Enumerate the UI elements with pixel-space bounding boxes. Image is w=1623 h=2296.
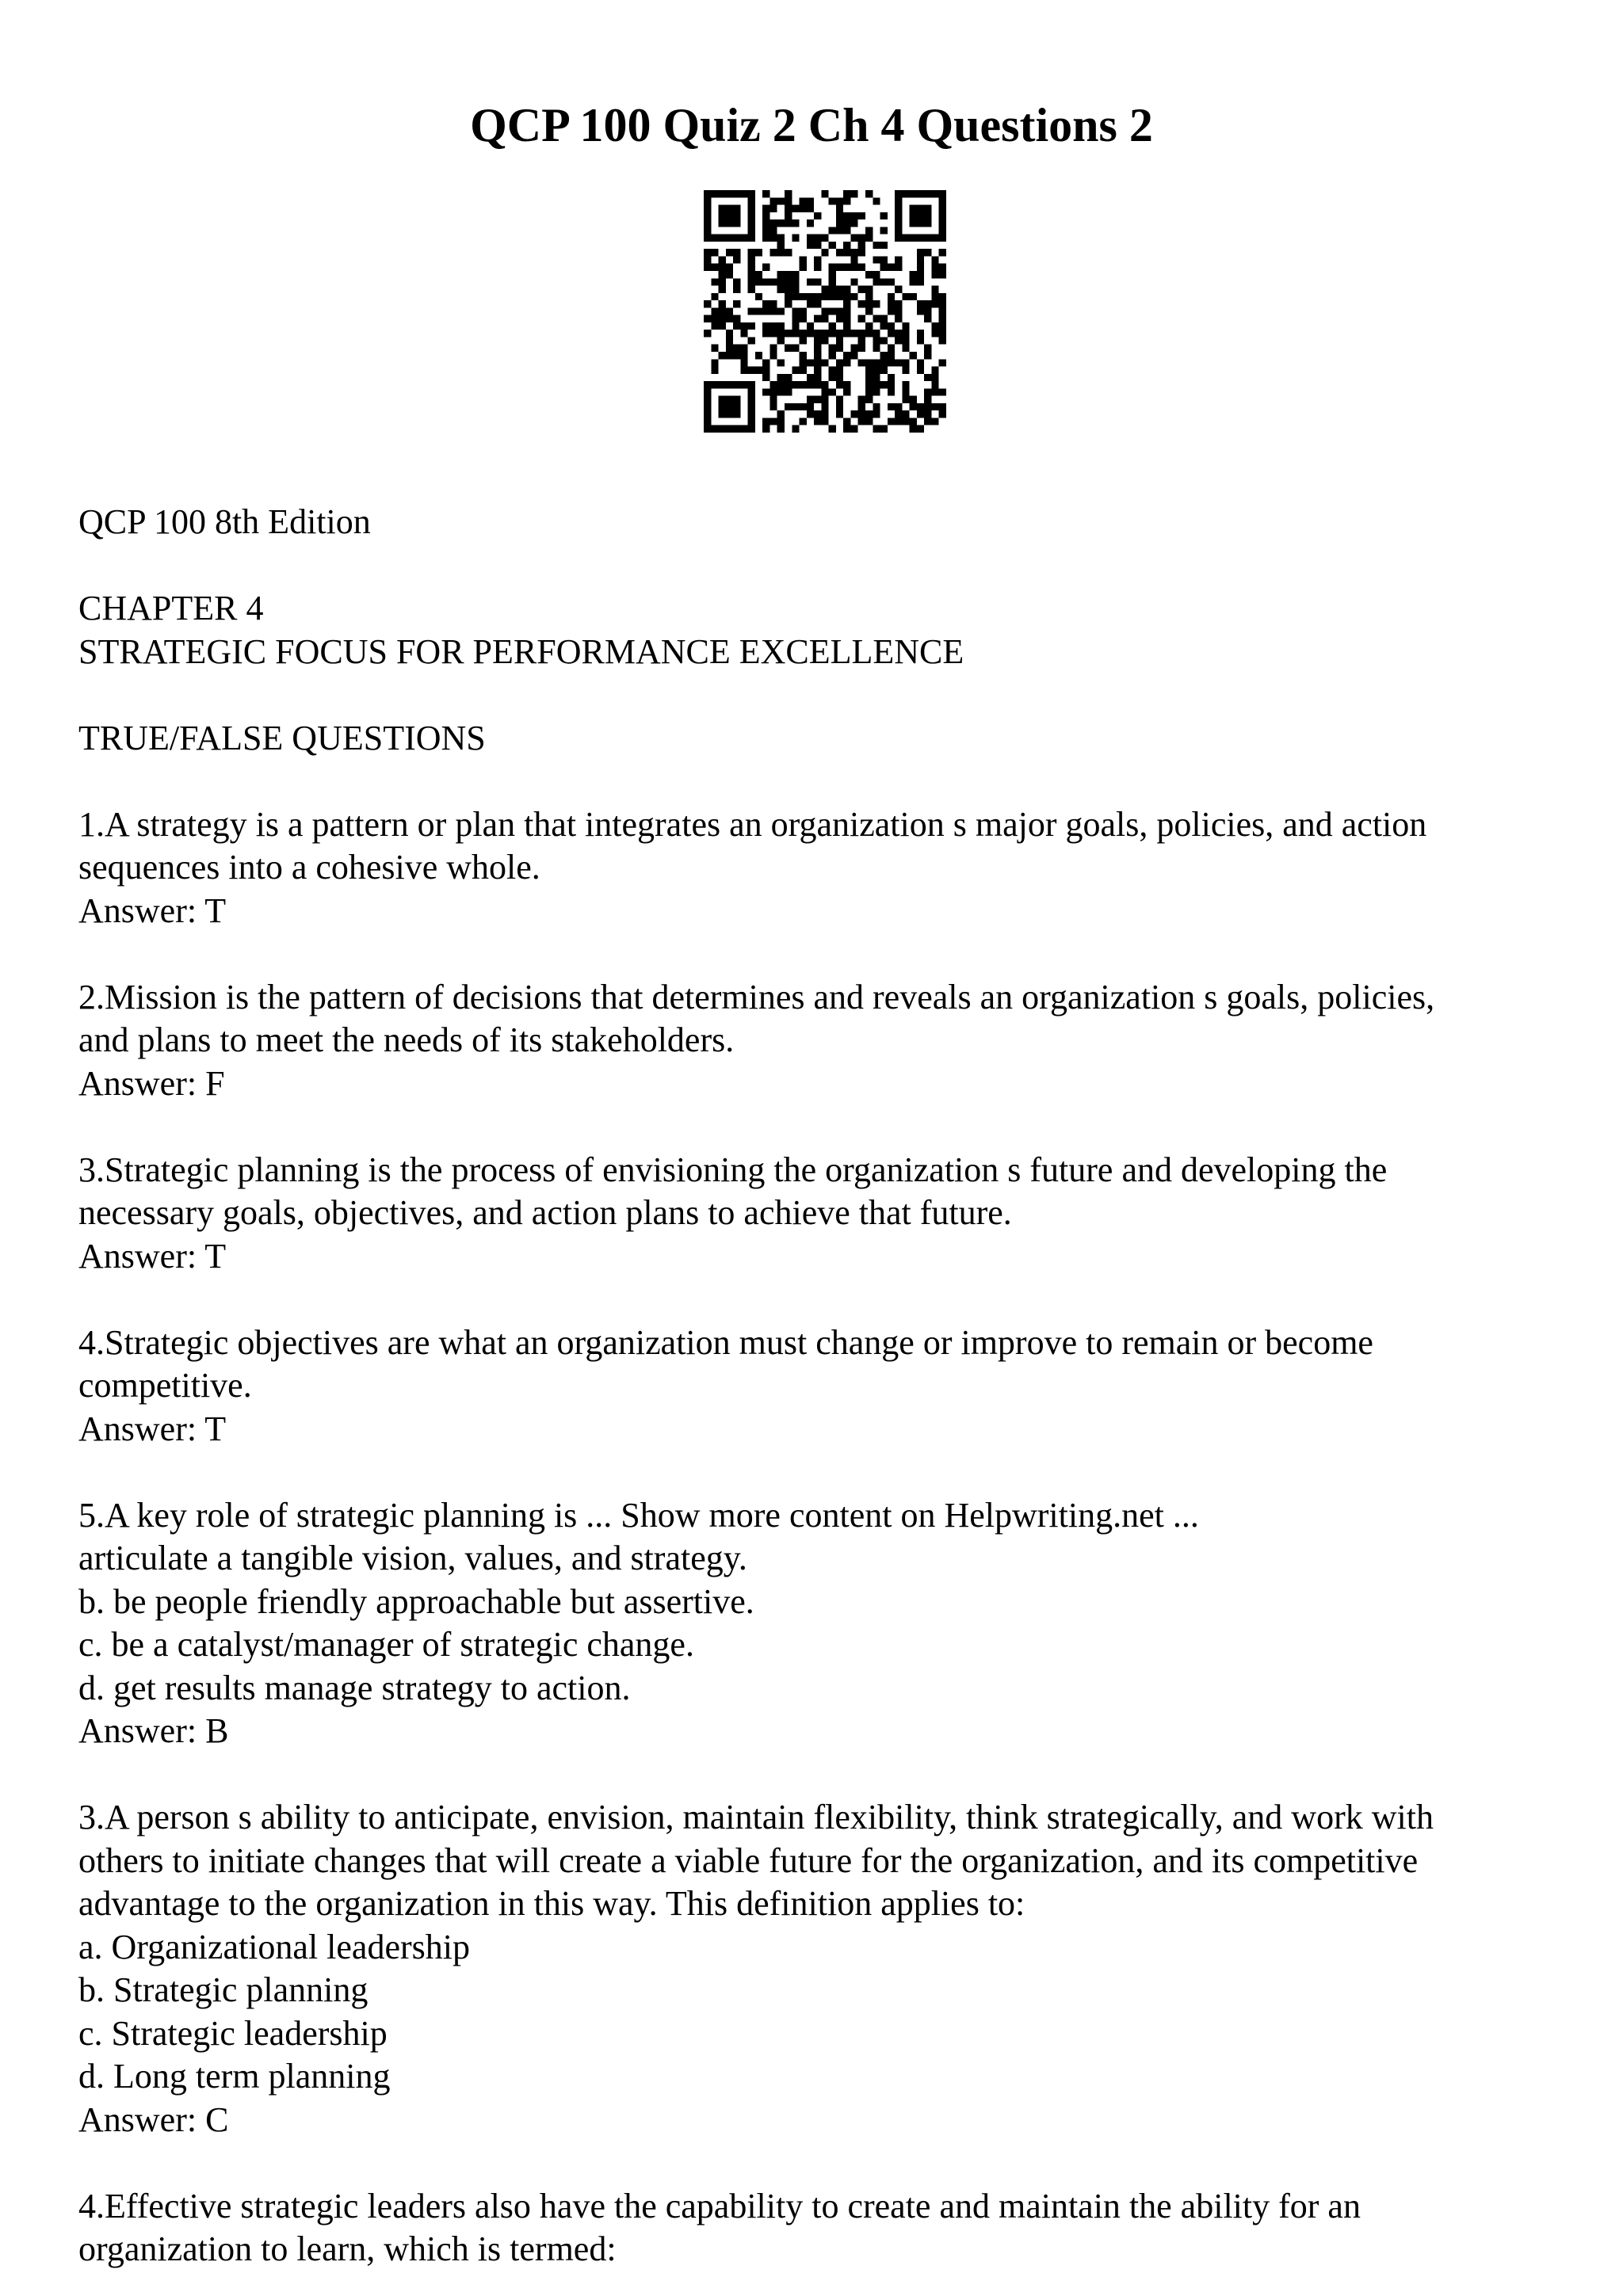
option-line: articulate a tangible vision, values, and strategy. [78,1539,747,1577]
answer-line: Answer: T [78,1409,227,1448]
edition-text: QCP 100 8th Edition [78,502,371,541]
question-line: 4.Strategic objectives are what an organization must change or improve to remain or become [78,1322,1373,1362]
answer-line: Answer: F [78,1063,225,1103]
option-line: d. get results manage strategy to action. [78,1668,631,1707]
answer-line: Answer: T [78,891,227,930]
question-block [78,1322,1568,1451]
answer-line: Answer: C [78,2100,229,2139]
question-line: sequences into a cohesive whole. [78,848,540,887]
question-block [78,803,1568,933]
document-title: QCP 100 Quiz 2 Ch 4 Questions 2 [470,99,1153,151]
question-block [78,2185,1568,2271]
question-line: 2.Mission is the pattern of decisions that determines and reveals an organization s goals, policies, [78,977,1435,1016]
option-line: c. Strategic leadership [78,2013,388,2053]
question-line: necessary goals, objectives, and action plans to achieve that future. [78,1193,1012,1232]
question-line: advantage to the organization in this way. This definition applies to: [78,1884,1025,1923]
question-line: 4.Effective strategic leaders also have the capability to create and maintain the ability for an [78,2186,1361,2225]
option-line: b. be people friendly approachable but assertive. [78,1581,754,1621]
section-heading: TRUE/FALSE QUESTIONS [78,718,486,757]
option-line: c. be a catalyst/manager of strategic change. [78,1625,694,1664]
question-line: organization to learn, which is termed: [78,2229,617,2268]
qr-code-icon [704,190,946,433]
question-line: 3.Strategic planning is the process of envisioning the organization s future and developing the [78,1150,1388,1189]
question-block [78,1494,1568,1753]
question-line: others to initiate changes that will create a viable future for the organization, and its competitive [78,1840,1419,1880]
chapter-title: STRATEGIC FOCUS FOR PERFORMANCE EXCELLENCE [78,631,964,671]
option-line: b. Strategic planning [78,1970,369,2009]
chapter-number: CHAPTER 4 [78,589,264,627]
question-block [78,976,1568,1106]
option-line: d. Long term planning [78,2057,391,2096]
answer-line: Answer: T [78,1236,227,1276]
question-line: and plans to meet the needs of its stakeholders. [78,1020,735,1059]
question-line: 3.A person s ability to anticipate, envision, maintain flexibility, think strategically, and work with [78,1798,1434,1836]
question-line: 5.A key role of strategic planning is ... Show more content on Helpwriting.net ... [78,1495,1199,1535]
option-line: a. Organizational leadership [78,1927,470,1966]
answer-line: Answer: B [78,1711,229,1750]
question-block [78,1149,1568,1279]
question-line: 1.A strategy is a pattern or plan that integrates an organization s major goals, policies, and action [78,804,1427,844]
question-block [78,1796,1568,2142]
question-line: competitive. [78,1366,252,1405]
document-body [78,501,1568,2271]
